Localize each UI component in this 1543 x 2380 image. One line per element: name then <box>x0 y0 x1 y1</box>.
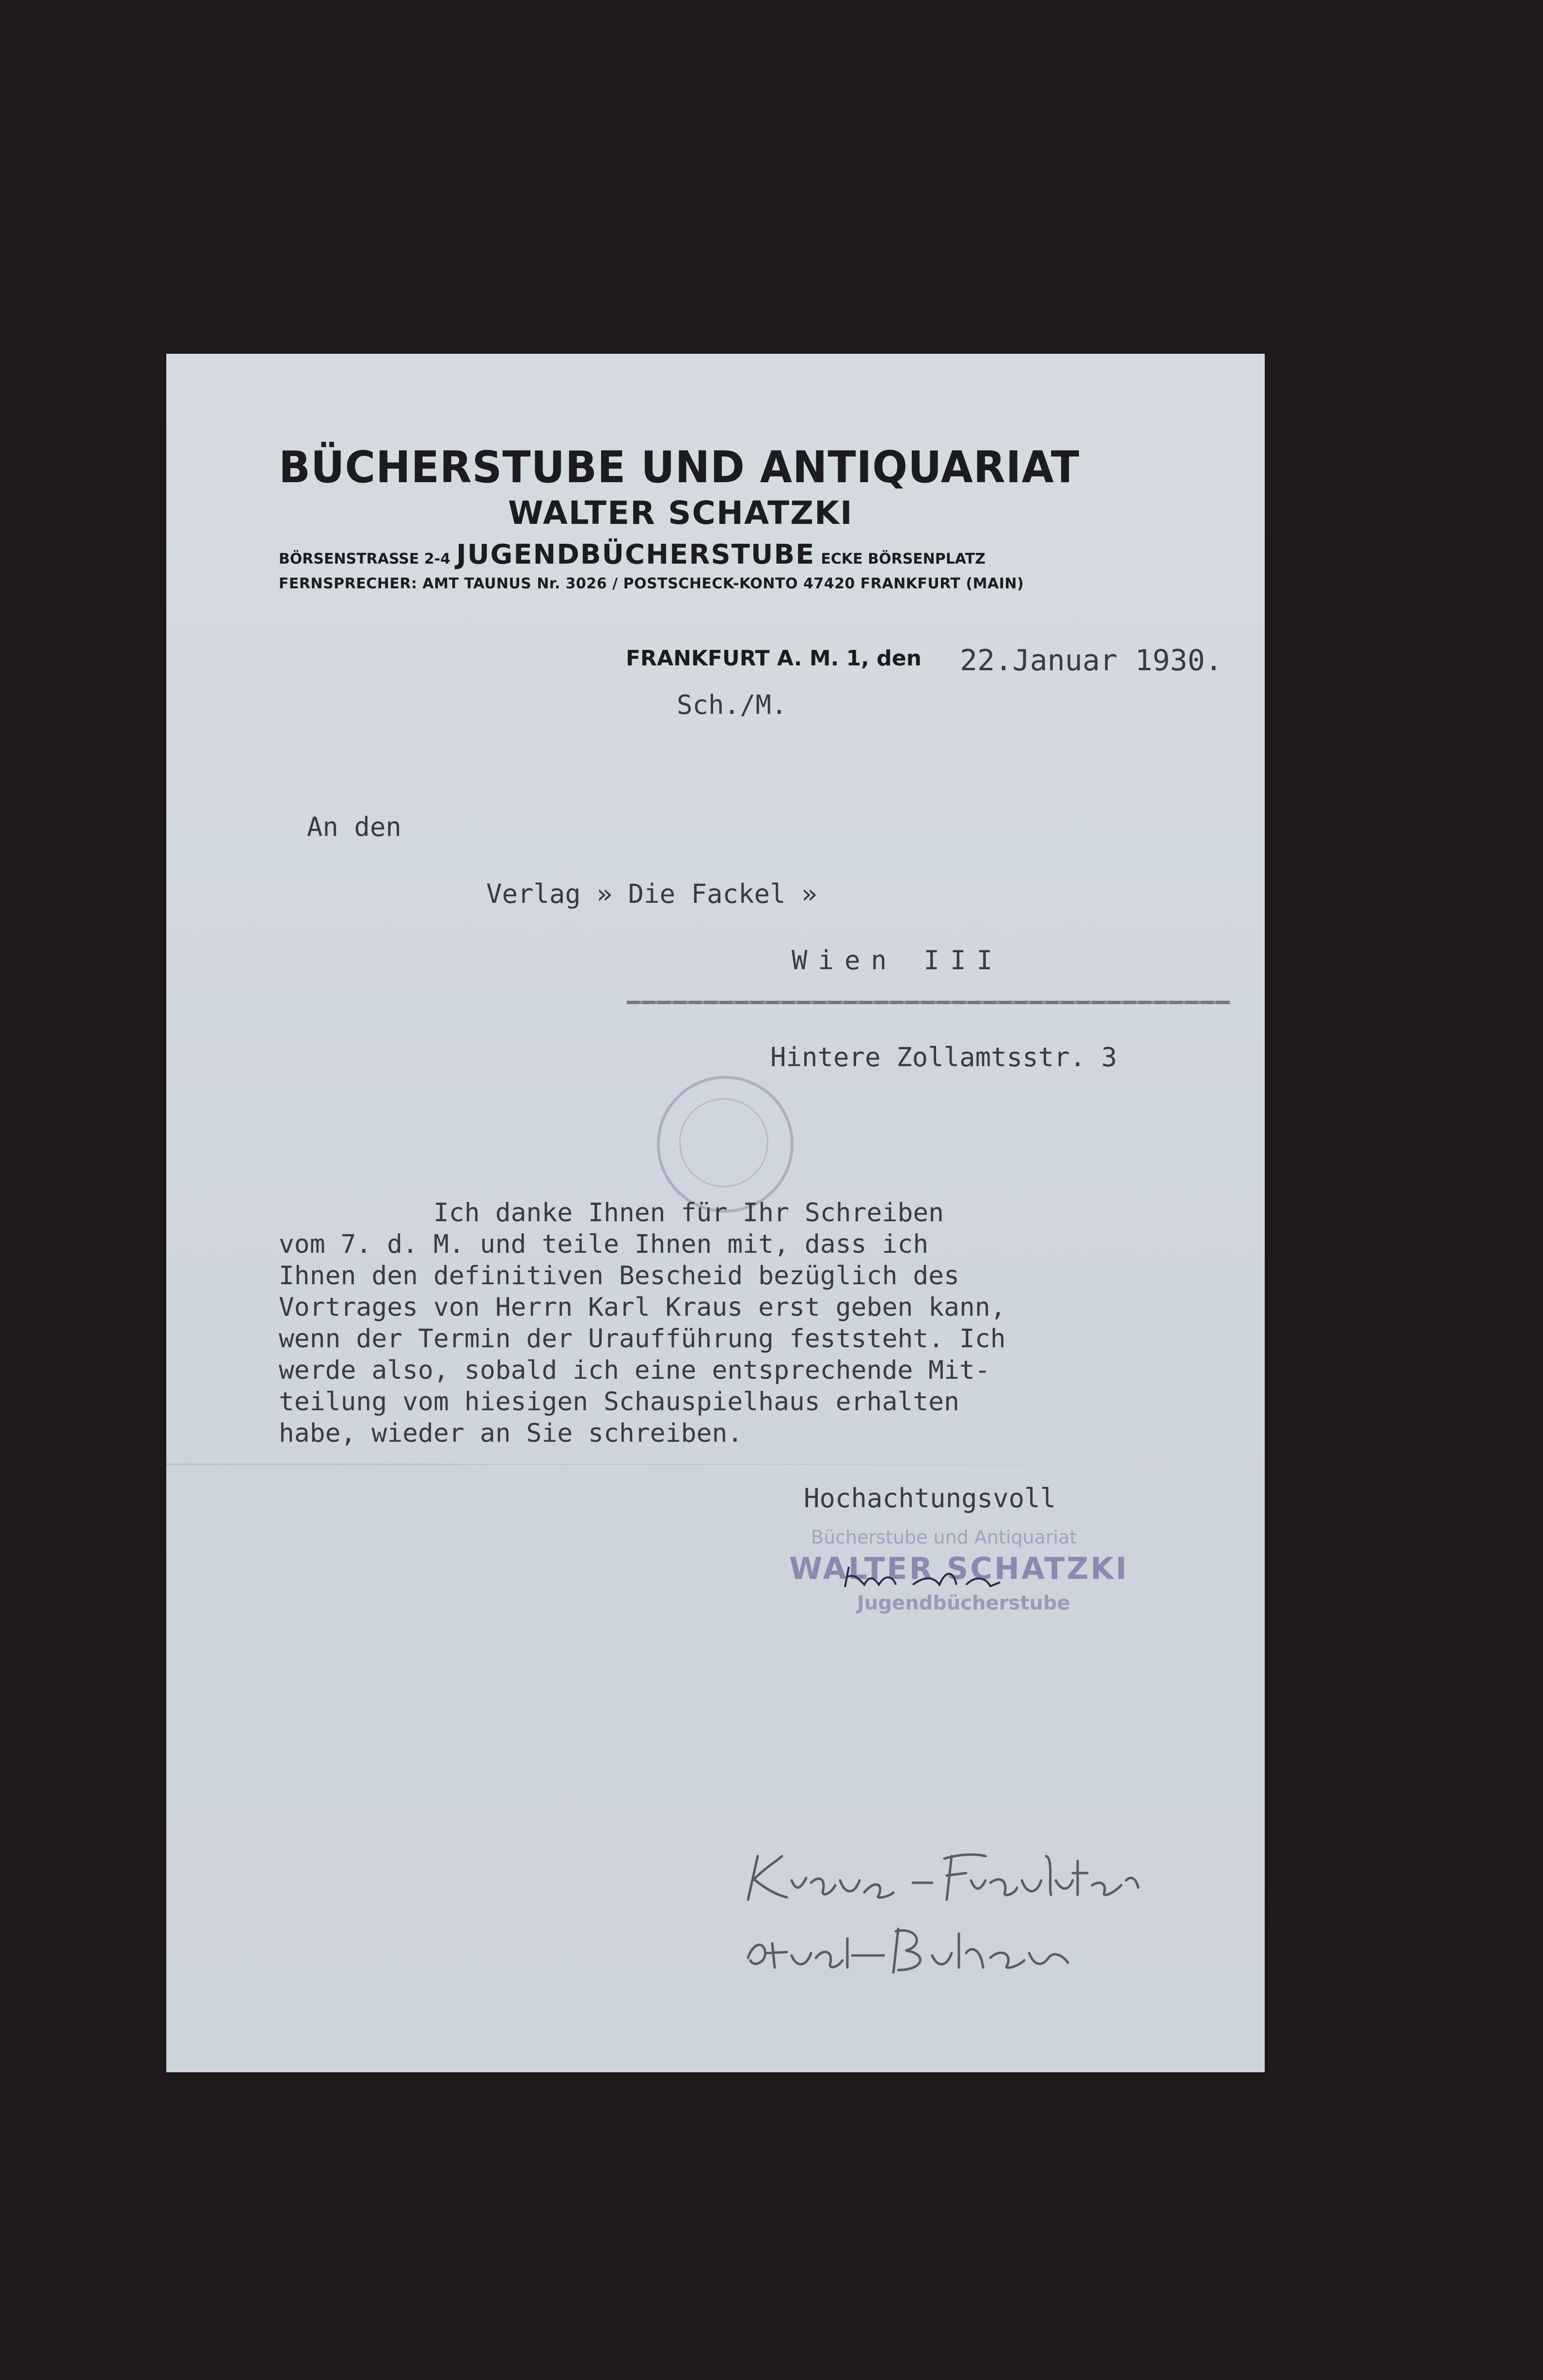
stamp-line-2: WALTER SCHATZKI <box>789 1551 1129 1586</box>
paper-fold <box>166 1464 1265 1465</box>
recipient-street: Hintere Zollamtsstr. 3 <box>770 1042 1117 1072</box>
letterhead-contact: FERNSPRECHER: AMT TAUNUS Nr. 3026 / POSTSCHECK-KONTO 47420 FRANKFURT (MAIN) <box>279 575 1024 592</box>
place-label: FRANKFURT A. M. 1, den <box>626 646 922 671</box>
closing-phrase: Hochachtungsvoll <box>804 1483 1056 1513</box>
signature <box>840 1558 1015 1597</box>
recipient-salutation: An den <box>307 812 402 842</box>
stamp-line-1: Bücherstube und Antiquariat <box>811 1527 1077 1548</box>
round-receipt-stamp <box>657 1076 794 1213</box>
handwritten-note <box>738 1846 1223 1982</box>
address-right: ECKE BÖRSENPLATZ <box>821 551 986 567</box>
city-underline <box>627 1001 1230 1004</box>
letter-sheet <box>166 354 1265 2072</box>
address-left: BÖRSENSTRASSE 2-4 <box>279 551 451 567</box>
letterhead-title: BÜCHERSTUBE UND ANTIQUARIAT <box>279 442 1080 493</box>
letterhead-subtitle: WALTER SCHATZKI <box>508 494 853 532</box>
recipient-name: Verlag » Die Fackel » <box>486 879 817 909</box>
stamp-line-3: Jugendbücherstube <box>857 1592 1070 1614</box>
reference-code: Sch./M. <box>677 690 787 720</box>
recipient-city: Wien III <box>792 945 1003 976</box>
letter-body: Ich danke Ihnen für Ihr Schreiben vom 7. d. M. und teile Ihnen mit, dass ich Ihnen den definitiven Bescheid bezüglich des Vortrages von Herrn Karl Kraus erst geben kann, wenn der Termin der Uraufführung feststeht. Ich werde also, sobald ich eine entsprechende Mit- teilung vom hiesigen Schauspielhaus erhalten habe, wieder an Sie schreiben. <box>279 1198 1006 1448</box>
letterhead-address-row <box>279 539 986 570</box>
letter-date: 22.Januar 1930. <box>960 644 1223 678</box>
shop-name: JUGENDBÜCHERSTUBE <box>456 539 815 570</box>
